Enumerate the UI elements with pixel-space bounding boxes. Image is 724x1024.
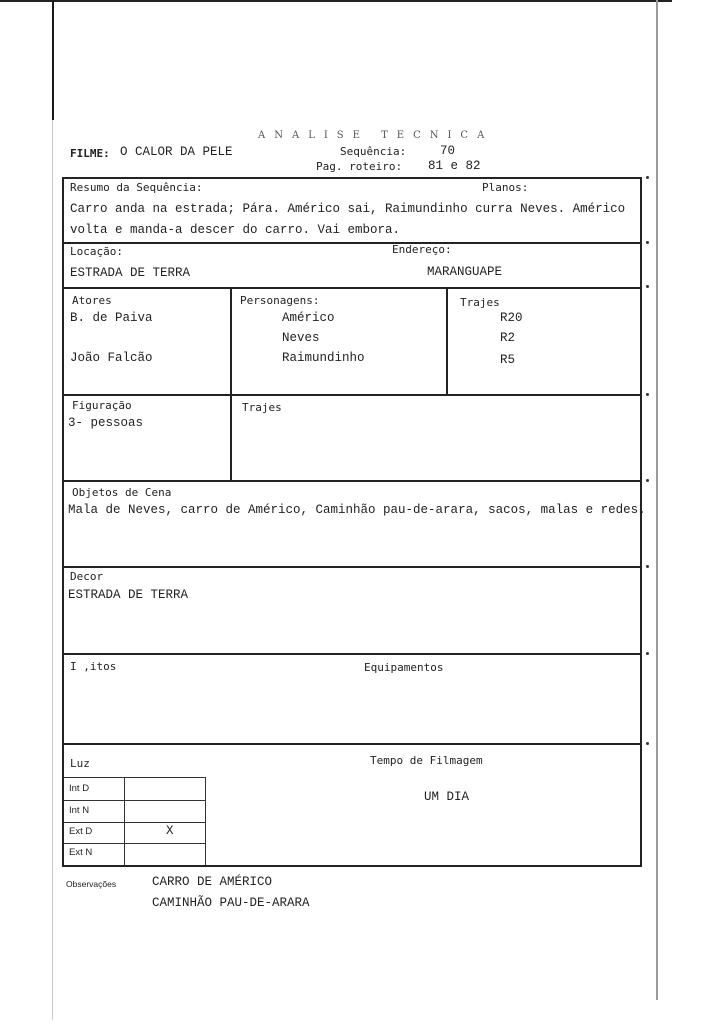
light-grid-line <box>64 777 206 778</box>
character-name: Raimundinho <box>282 351 365 365</box>
sheet-left-edge-faint <box>52 120 53 1020</box>
character-name: Américo <box>282 311 335 325</box>
light-row-label: Int D <box>69 783 90 794</box>
light-row-label: Int N <box>69 805 90 816</box>
actor-name: João Falcão <box>70 351 153 365</box>
shoot-time-label: Tempo de Filmagem <box>370 754 483 767</box>
light-grid-line <box>205 777 206 865</box>
actors-label: Atores <box>72 294 112 307</box>
divider-extras <box>62 480 642 482</box>
summary-label: Resumo da Sequência: <box>70 181 203 194</box>
costume-code: R20 <box>500 311 523 325</box>
light-row-label: Ext D <box>69 826 93 837</box>
margin-dot <box>646 393 649 396</box>
light-ext-day-mark: X <box>166 824 174 838</box>
margin-dot <box>646 565 649 568</box>
equipment-label: Equipamentos <box>364 661 444 674</box>
props-value: Mala de Neves, carro de Américo, Caminhão pau-de-arara, sacos, malas e redes. <box>68 503 646 517</box>
divider-cast-actors <box>230 287 232 480</box>
location-value: ESTRADA DE TERRA <box>70 266 191 280</box>
address-label: Endereço: <box>392 243 452 256</box>
summary-line-2: volta e manda-a descer do carro. Vai embora. <box>70 223 401 237</box>
effects-label: I ,itos <box>70 660 117 673</box>
sheet-top-edge <box>0 0 672 2</box>
light-grid-line <box>64 822 206 823</box>
summary-line-1: Carro anda na estrada; Pára. Américo sai, Raimundinho curra Neves. Américo <box>70 202 626 216</box>
costumes-label: Trajes <box>460 296 500 309</box>
sheet-left-edge <box>52 0 54 120</box>
margin-dot <box>646 652 649 655</box>
extras-value: 3- pessoas <box>68 416 144 430</box>
decor-label: Decor <box>70 570 104 583</box>
light-grid-line <box>64 800 206 801</box>
divider-effects <box>62 743 642 745</box>
notes-line-1: CARRO DE AMÉRICO <box>152 875 273 889</box>
shoot-time-value: UM DIA <box>424 790 470 804</box>
margin-dot <box>646 241 649 244</box>
divider-location <box>62 287 642 289</box>
decor-value: ESTRADA DE TERRA <box>68 588 189 602</box>
light-row-label: Ext N <box>69 847 93 858</box>
characters-label: Personagens: <box>240 294 320 307</box>
notes-label: Observações <box>66 879 117 889</box>
film-value: O CALOR DA PELE <box>120 145 233 159</box>
actor-name: B. de Paiva <box>70 311 153 325</box>
extras-costumes-label: Trajes <box>242 401 282 414</box>
form-frame <box>62 177 642 867</box>
divider-cast <box>62 394 642 396</box>
margin-dot <box>646 742 649 745</box>
margin-dot <box>646 285 649 288</box>
location-label: Locação: <box>70 245 123 258</box>
sequence-value: 70 <box>440 144 456 158</box>
divider-summary <box>62 242 642 244</box>
divider-decor <box>62 653 642 655</box>
margin-dot <box>646 176 649 179</box>
extras-label: Figuração <box>72 399 132 412</box>
planos-label: Planos: <box>482 181 529 194</box>
sheet-right-edge <box>656 0 658 1000</box>
divider-props <box>62 566 642 568</box>
script-pages-label: Pag. roteiro: <box>316 160 403 173</box>
props-label: Objetos de Cena <box>72 486 172 499</box>
notes-line-2: CAMINHÃO PAU-DE-ARARA <box>152 896 310 910</box>
character-name: Neves <box>282 331 320 345</box>
light-grid-line <box>64 843 206 844</box>
light-grid-line <box>124 777 125 865</box>
film-label: FILME: <box>70 147 110 160</box>
margin-dot <box>646 479 649 482</box>
costume-code: R2 <box>500 331 516 345</box>
form-title: ANALISE TECNICA <box>258 130 494 141</box>
divider-cast-costumes <box>446 287 448 394</box>
light-label: Luz <box>70 757 90 770</box>
sequence-label: Sequência: <box>340 145 407 158</box>
costume-code: R5 <box>500 353 516 367</box>
script-pages-value: 81 e 82 <box>428 159 481 173</box>
address-value: MARANGUAPE <box>427 265 503 279</box>
